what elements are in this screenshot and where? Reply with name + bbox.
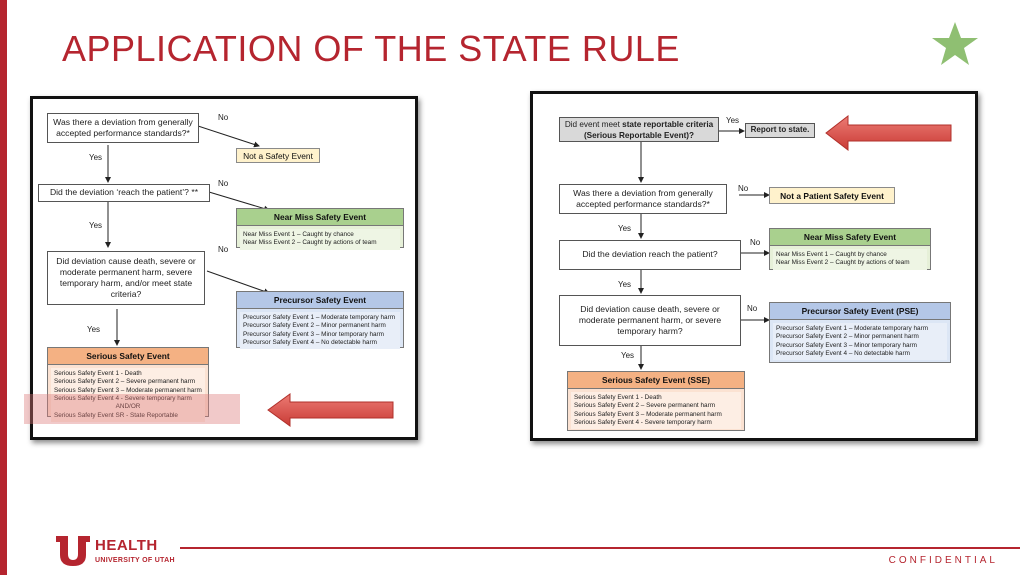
right-q0-bold: state reportable criteria (Serious Reportable Event)? <box>583 120 714 140</box>
right-q0-box <box>559 117 719 142</box>
right-q1-no-label: No <box>738 184 749 193</box>
left-q1-yes-label: Yes <box>89 153 103 162</box>
right-q1-yes-label: Yes <box>618 224 632 233</box>
left-serious-sr: Serious Safety Event SR - State Reportable <box>54 411 178 419</box>
left-precursor-item-1: Precursor Safety Event 1 – Moderate temporary harm <box>243 314 396 321</box>
right-near-miss-items <box>773 249 927 270</box>
left-near-miss-title: Near Miss Safety Event <box>237 209 403 226</box>
left-q3-box: Did deviation cause death, severe or moderate permanent harm, severe temporary harm, and/or meet state criteria? <box>47 251 205 305</box>
left-serious-title: Serious Safety Event <box>48 348 208 365</box>
left-precursor-item-2: Precursor Safety Event 2 – Minor permanent harm <box>243 322 386 330</box>
not-patient-safety-box: Not a Patient Safety Event <box>769 187 895 204</box>
right-precursor-item-4: Precursor Safety Event 4 – No detectable harm <box>776 349 910 357</box>
left-not-safety-box: Not a Safety Event <box>236 148 320 163</box>
left-serious-item-1: Serious Safety Event 1 - Death <box>54 370 142 377</box>
right-q3-yes-label: Yes <box>621 351 635 360</box>
right-serious-title: Serious Safety Event (SSE) <box>568 372 744 389</box>
right-q2-no-label: No <box>750 238 761 247</box>
right-serious-item-4: Serious Safety Event 4 - Severe temporary harm <box>574 418 712 426</box>
left-accent-bar <box>0 0 7 575</box>
logo-subtitle: UNIVERSITY OF UTAH <box>95 557 175 564</box>
star-icon <box>930 20 980 70</box>
left-q3-yes-label: Yes <box>87 325 101 334</box>
left-near-miss-item-2: Near Miss Event 2 – Caught by actions of team <box>243 239 377 247</box>
right-serious-box <box>567 371 745 431</box>
left-precursor-title: Precursor Safety Event <box>237 292 403 309</box>
left-precursor-item-4: Precursor Safety Event 4 – No detectable harm <box>243 338 377 346</box>
right-precursor-box <box>769 302 951 363</box>
right-q3-no-label: No <box>747 304 758 313</box>
right-near-miss-box <box>769 228 931 270</box>
right-q3-box: Did deviation cause death, severe or moderate permanent harm, or severe temporary harm? <box>559 295 741 346</box>
right-q1-box: Was there a deviation from generally accepted performance standards?* <box>559 184 727 214</box>
right-serious-items <box>571 392 741 429</box>
right-near-miss-item-2: Near Miss Event 2 – Caught by actions of team <box>776 259 910 267</box>
left-precursor-items <box>240 312 400 349</box>
right-serious-item-1: Serious Safety Event 1 - Death <box>574 394 662 401</box>
left-q2-box: Did the deviation ‘reach the patient’? ** <box>38 184 210 202</box>
left-pointer-arrow <box>266 393 396 427</box>
left-q2-yes-label: Yes <box>89 221 103 230</box>
left-q3-no-label: No <box>218 245 229 254</box>
left-near-miss-box <box>236 208 404 248</box>
right-near-miss-item-1: Near Miss Event 1 – Caught by chance <box>776 251 887 258</box>
right-near-miss-title: Near Miss Safety Event <box>770 229 930 246</box>
university-logo-icon <box>54 534 92 568</box>
right-serious-item-3: Serious Safety Event 3 – Moderate permanent harm <box>574 410 722 418</box>
page-title: APPLICATION OF THE STATE RULE <box>62 28 680 69</box>
left-near-miss-items <box>240 229 400 250</box>
left-serious-item-4: Serious Safety Event 4 - Severe temporary harm <box>54 394 192 402</box>
state-reportable-highlight <box>24 394 240 424</box>
footer-divider <box>180 547 1020 549</box>
left-serious-item-2: Serious Safety Event 2 – Severe permanent harm <box>54 378 196 386</box>
right-precursor-item-3: Precursor Safety Event 3 – Minor temporary harm <box>776 341 918 349</box>
right-q0-text: Did event meet <box>564 120 623 129</box>
logo-name: HEALTH <box>95 537 158 554</box>
right-pointer-arrow <box>824 115 954 151</box>
left-near-miss-item-1: Near Miss Event 1 – Caught by chance <box>243 231 354 238</box>
left-precursor-item-3: Precursor Safety Event 3 – Minor temporary harm <box>243 330 385 338</box>
right-precursor-items <box>773 323 947 360</box>
left-q2-no-label: No <box>218 179 229 188</box>
confidential-label: CONFIDENTIAL <box>888 555 998 566</box>
left-flowchart-panel <box>30 96 418 440</box>
right-precursor-item-2: Precursor Safety Event 2 – Minor permanent harm <box>776 333 919 341</box>
right-q2-yes-label: Yes <box>618 280 632 289</box>
right-q0-yes-label: Yes <box>726 116 740 125</box>
left-precursor-box <box>236 291 404 348</box>
right-precursor-item-1: Precursor Safety Event 1 – Moderate temporary harm <box>776 325 929 332</box>
right-serious-item-2: Serious Safety Event 2 – Severe permanent harm <box>574 402 716 410</box>
left-q1-no-label: No <box>218 113 229 122</box>
left-serious-item-3: Serious Safety Event 3 – Moderate permanent harm <box>54 386 202 394</box>
left-q1-box: Was there a deviation from generally accepted performance standards?* <box>47 113 199 143</box>
right-q2-box: Did the deviation reach the patient? <box>559 240 741 270</box>
report-to-state-box: Report to state. <box>745 123 815 138</box>
left-serious-andor: AND/OR <box>115 403 141 411</box>
right-precursor-title: Precursor Safety Event (PSE) <box>770 303 950 320</box>
